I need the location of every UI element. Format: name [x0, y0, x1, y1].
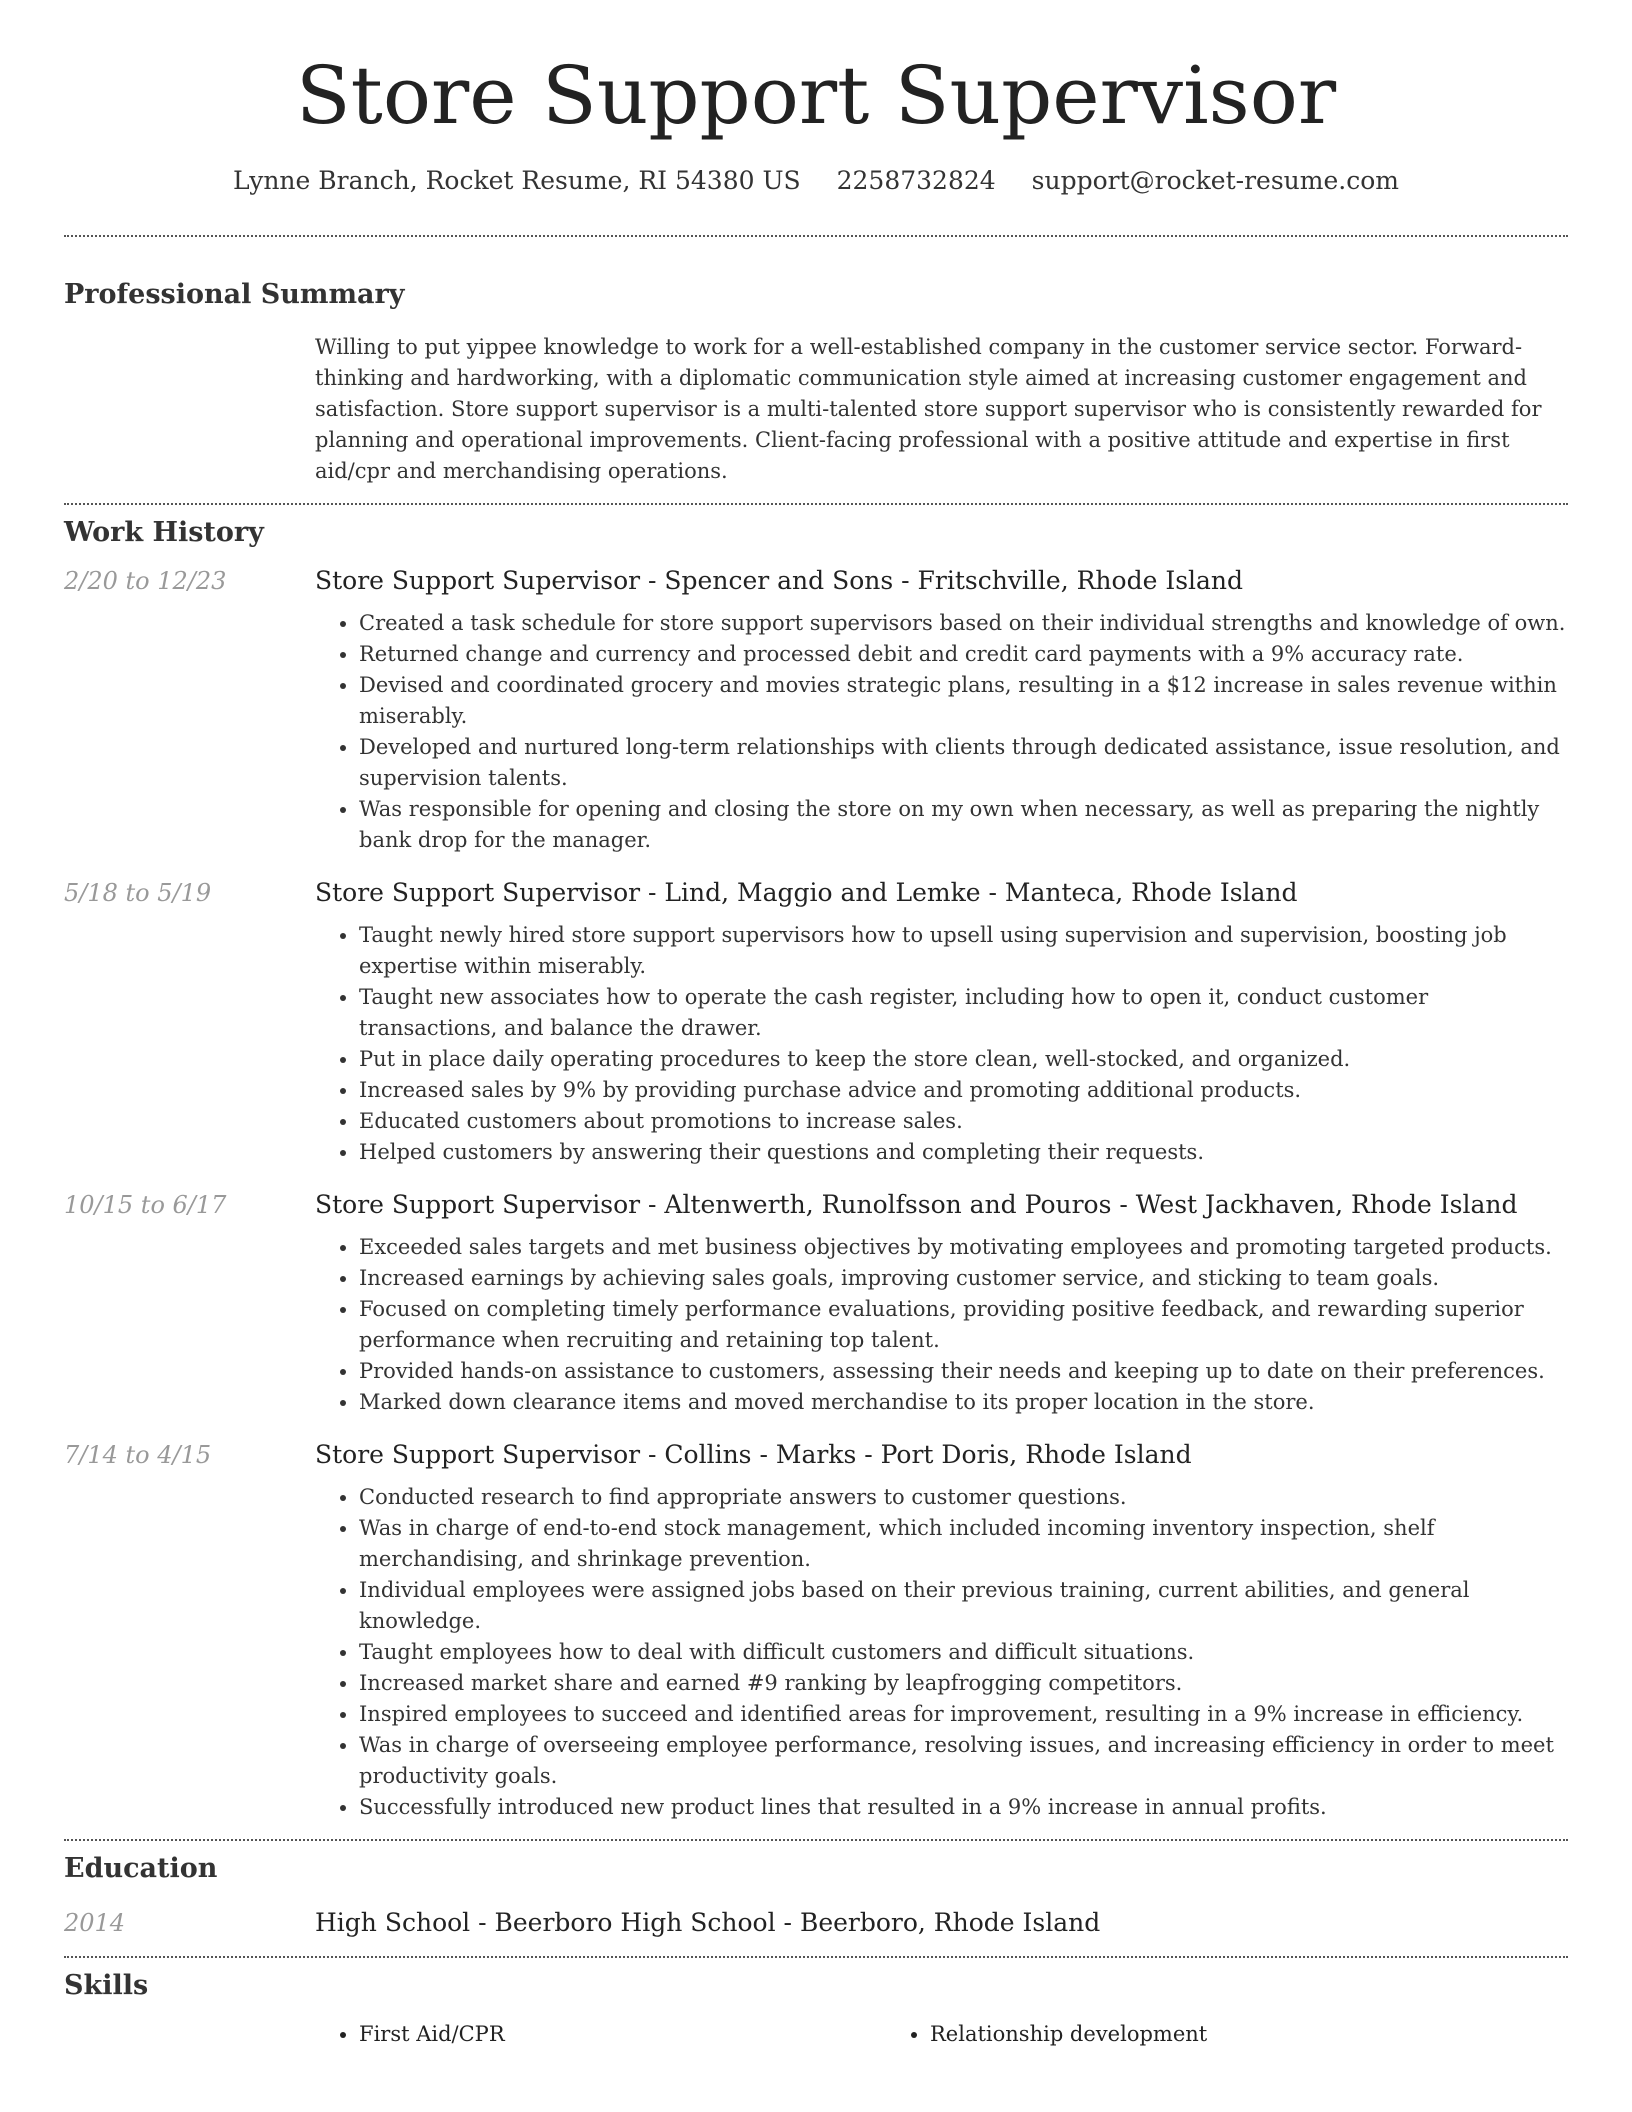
job-bullet: • Returned change and currency and processed debit and credit card payments with a 9% accuracy rate. [359, 639, 1568, 670]
job-list [64, 564, 1568, 1823]
job-bullet: • Was in charge of end-to-end stock management, which included incoming inventory inspection, shelf merchandising, and shrinkage prevention. [359, 1513, 1568, 1575]
work-history-section [64, 517, 1568, 1839]
education-section [64, 1853, 1568, 1956]
divider [64, 1839, 1568, 1841]
job-bullet: • Taught new associates how to operate the cash register, including how to open it, conduct customer transactions, and balance the drawer. [359, 982, 1568, 1044]
skill-item: • First Aid/CPR [359, 2019, 886, 2050]
job-bullet: • Focused on completing timely performance evaluations, providing positive feedback, and rewarding superior performance when recruiting and retaining top talent. [359, 1294, 1568, 1356]
job-bullet: • Devised and coordinated grocery and movies strategic plans, resulting in a $12 increase in sales revenue within miserably. [359, 670, 1568, 732]
job-bullet: • Put in place daily operating procedures to keep the store clean, well-stocked, and organized. [359, 1044, 1568, 1075]
section-title-skills: Skills [64, 1970, 149, 2001]
summary-text: Willing to put yippee knowledge to work for a well-established company in the customer service sector. Forward-thinking and hardworking, with a diplomatic communication style aimed at increasing customer engagement and satisfaction. Store support supervisor is a multi-talented store support supervisor who is consistently rewarded for planning and operational improvements. Client-facing professional with a positive attitude and expertise in first aid/cpr and merchandising operations. [315, 335, 1542, 483]
job-date: 7/14 to 4/15 [64, 1441, 212, 1469]
job-bullet: • Was responsible for opening and closing the store on my own when necessary, as well as preparing the nightly bank drop for the manager. [359, 794, 1568, 856]
contact-email: support@rocket-resume.com [1031, 166, 1399, 195]
job-date: 2/20 to 12/23 [64, 567, 227, 595]
job-body [315, 1438, 1568, 1823]
divider [64, 1956, 1568, 1958]
job-body [315, 876, 1568, 1168]
job-body [315, 1188, 1568, 1418]
job-bullet: • Was in charge of overseeing employee performance, resolving issues, and increasing efficiency in order to meet productivity goals. [359, 1730, 1568, 1792]
job-bullet: • Increased earnings by achieving sales goals, improving customer service, and sticking to team goals. [359, 1263, 1568, 1294]
job-entry [64, 564, 1568, 856]
skills-column-left [315, 2019, 886, 2050]
divider [64, 235, 1568, 237]
job-bullets [315, 1482, 1568, 1823]
job-entry [64, 1438, 1568, 1823]
job-bullets [315, 1232, 1568, 1418]
job-bullet: • Taught employees how to deal with difficult customers and difficult situations. [359, 1637, 1568, 1668]
education-date: 2014 [64, 1909, 126, 1937]
job-bullet: • Created a task schedule for store support supervisors based on their individual strengths and knowledge of own. [359, 608, 1568, 639]
section-title-education: Education [64, 1853, 218, 1884]
job-bullets [315, 608, 1568, 856]
section-title-summary: Professional Summary [64, 279, 405, 310]
job-bullet: • Taught newly hired store support supervisors how to upsell using supervision and supervision, boosting job expertise within miserably. [359, 920, 1568, 982]
job-date: 10/15 to 6/17 [64, 1191, 227, 1219]
job-bullet: • Provided hands-on assistance to customers, assessing their needs and keeping up to date on their preferences. [359, 1356, 1568, 1387]
job-bullet: • Conducted research to find appropriate answers to customer questions. [359, 1482, 1568, 1513]
education-entry [64, 1906, 1568, 1956]
skills-columns [315, 2019, 1568, 2050]
job-bullet: • Educated customers about promotions to increase sales. [359, 1106, 1568, 1137]
contact-phone: 2258732824 [836, 166, 996, 195]
skills-section [64, 1970, 1568, 2050]
job-date: 5/18 to 5/19 [64, 879, 212, 907]
education-heading: High School - Beerboro High School - Beerboro, Rhode Island [315, 1908, 1101, 1937]
divider [64, 503, 1568, 505]
job-bullet: • Successfully introduced new product lines that resulted in a 9% increase in annual profits. [359, 1792, 1568, 1823]
job-heading: Store Support Supervisor - Collins - Marks - Port Doris, Rhode Island [315, 1440, 1192, 1469]
job-bullet: • Developed and nurtured long-term relationships with clients through dedicated assistance, issue resolution, and supervision talents. [359, 732, 1568, 794]
job-entry [64, 876, 1568, 1168]
summary-section [64, 279, 1568, 503]
job-bullet: • Helped customers by answering their questions and completing their requests. [359, 1137, 1568, 1168]
job-heading: Store Support Supervisor - Lind, Maggio and Lemke - Manteca, Rhode Island [315, 878, 1298, 907]
resume-header [64, 0, 1568, 195]
candidate-title: Store Support Supervisor [295, 49, 1337, 142]
job-bullets [315, 920, 1568, 1168]
job-entry [64, 1188, 1568, 1418]
job-bullet: • Exceeded sales targets and met business objectives by motivating employees and promoting targeted products. [359, 1232, 1568, 1263]
job-heading: Store Support Supervisor - Altenwerth, Runolfsson and Pouros - West Jackhaven, Rhode Island [315, 1190, 1518, 1219]
skills-column-right [886, 2019, 1457, 2050]
job-bullet: • Increased market share and earned #9 ranking by leapfrogging competitors. [359, 1668, 1568, 1699]
contact-address: Lynne Branch, Rocket Resume, RI 54380 US [233, 166, 801, 195]
job-body [315, 564, 1568, 856]
job-bullet: • Marked down clearance items and moved merchandise to its proper location in the store. [359, 1387, 1568, 1418]
skill-item: • Relationship development [930, 2019, 1457, 2050]
job-bullet: • Individual employees were assigned jobs based on their previous training, current abilities, and general knowledge. [359, 1575, 1568, 1637]
section-title-work-history: Work History [64, 517, 264, 548]
education-list [64, 1906, 1568, 1956]
job-bullet: • Increased sales by 9% by providing purchase advice and promoting additional products. [359, 1075, 1568, 1106]
contact-line [64, 166, 1568, 195]
job-bullet: • Inspired employees to succeed and identified areas for improvement, resulting in a 9% increase in efficiency. [359, 1699, 1568, 1730]
job-heading: Store Support Supervisor - Spencer and Sons - Fritschville, Rhode Island [315, 566, 1244, 595]
